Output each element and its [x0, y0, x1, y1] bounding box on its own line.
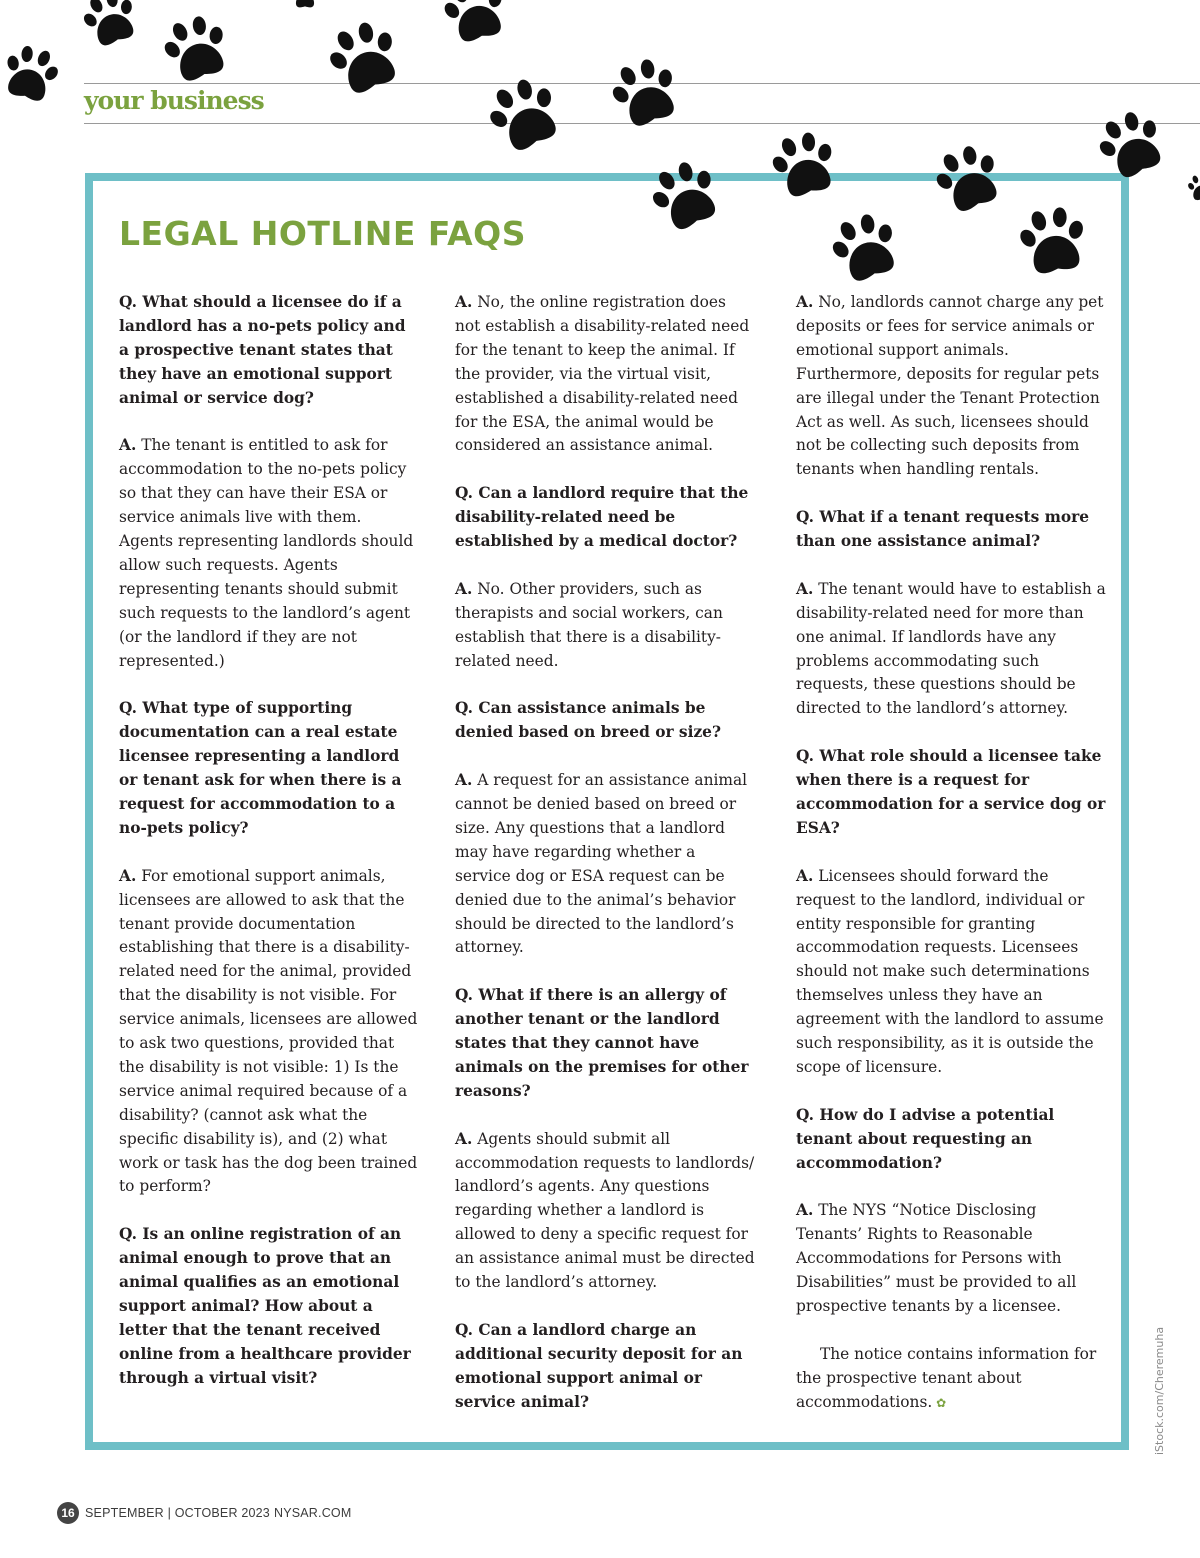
page-footer [57, 1502, 351, 1524]
issue-date: SEPTEMBER | OCTOBER 2023 [85, 1506, 270, 1520]
paw-print-icon [313, 6, 415, 108]
answer-text: The tenant is entitled to ask for accommodation to the no-pets policy so that they can have their ESA or service animals live with them. Agents representing landlords should allow such requests. Agents representing tenants should submit such requests to the landlord’s agent (or the landlord if they are not represented.) [119, 436, 414, 670]
answer-lead: A. [119, 436, 137, 455]
faq-question: Q. Is an online registration of an animal enough to prove that an animal qualifies as an emotional support animal? How about a letter that the tenant received online from a healthcare provider through a virtual visit? [119, 1225, 411, 1387]
paw-print-icon [1009, 196, 1097, 284]
faq-answer [455, 578, 755, 674]
paw-print-icon [1184, 170, 1200, 205]
answer-lead: A. [455, 293, 473, 311]
paw-print-icon [72, 0, 149, 56]
answer-lead: A. [119, 866, 137, 885]
answer-lead: A. [796, 1201, 814, 1220]
faq-question: Q. What if a tenant requests more than one assistance animal? [796, 508, 1090, 551]
faq-question: Q. What if there is an allergy of another tenant or the landlord states that they cannot have animals on the premises for other reasons? [455, 986, 749, 1100]
site-url: NYSAR.COM [273, 1506, 352, 1520]
answer-text: The tenant would have to establish a disability-related need for more than one animal. If landlords have any problems accommodating such requests, these questions should be directed to the landlord’s attorney. [796, 579, 1106, 718]
paw-print-icon [151, 3, 242, 94]
faq-answer [119, 434, 419, 673]
faq-question: Q. Can a landlord charge an additional security deposit for an emotional support animal or service animal? [455, 1320, 743, 1411]
faq-answer [796, 578, 1106, 721]
faq-answer [796, 1199, 1106, 1319]
faq-question: Q. Can assistance animals be denied based on breed or size? [455, 699, 721, 742]
answer-lead: A. [455, 771, 473, 790]
answer-lead: A. [796, 579, 814, 598]
end-mark-icon: ✿ [932, 1395, 947, 1410]
faq-answer [796, 291, 1106, 482]
answer-text: No, the online registration does not establish a disability-related need for the tenant to keep the animal. If the provider, via the virtual visit, established a disability-related need for the ESA, the animal would be considered an assistance animal. [455, 293, 750, 455]
photo-credit: iStock.com/Cheremuha [1153, 1326, 1166, 1455]
faq-column-2 [455, 291, 755, 1438]
paw-print-icon [0, 35, 69, 111]
paw-print-icon [432, 0, 518, 53]
paw-print-icon [598, 45, 693, 140]
answer-text: Agents should submit all accommodation requests to landlords/ landlord’s agents. Any questions regarding whether a landlord is allowed to deny a specific request for an assistance animal must be directed to the landlord’s attorney. [455, 1129, 755, 1292]
paw-print-icon [472, 62, 576, 166]
section-label: your business [84, 86, 264, 115]
answer-lead: A. [455, 1129, 473, 1148]
paw-print-icon [290, 0, 320, 10]
faq-question: Q. Can a landlord require that the disability-related need be established by a medical doctor? [455, 484, 749, 551]
faq-answer [796, 865, 1106, 1080]
answer-lead: A. [796, 866, 814, 885]
faq-column-3 [796, 291, 1106, 1439]
faq-answer [455, 769, 755, 960]
paragraph-text: The notice contains information for the prospective tenant about accommodations. [796, 1344, 1097, 1411]
answer-text: No. Other providers, such as therapists and social workers, can establish that there is a disability-related need. [455, 579, 723, 670]
faq-column-1 [119, 291, 419, 1415]
faq-question: Q. What type of supporting documentation can a real estate licensee representing a landlord or tenant ask for when there is a request for accommodation to a no-pets policy? [119, 699, 402, 837]
faq-question: Q. What role should a licensee take when there is a request for accommodation for a service dog or ESA? [796, 747, 1106, 837]
answer-text: A request for an assistance animal cannot be denied based on breed or size. Any questions that a landlord may have regarding whether a service dog or ESA request can be denied due to the animal’s behavior should be directed to the landlord’s attorney. [455, 771, 748, 957]
answer-lead: A. [455, 579, 473, 598]
answer-text: Licensees should forward the request to the landlord, individual or entity responsible for granting accommodation requests. Licensees should not make such determinations themselves unless they have an agreement with the landlord to assume such responsibility, as it is outside the scope of licensure. [796, 866, 1104, 1076]
answer-text: The NYS “Notice Disclosing Tenants’ Rights to Reasonable Accommodations for Persons with Disabilities” must be provided to all prospective tenants by a licensee. [796, 1201, 1077, 1315]
faq-answer [455, 1128, 755, 1295]
faq-question: Q. What should a licensee do if a landlord has a no-pets policy and a prospective tenant states that they have an emotional support animal or service dog? [119, 293, 406, 407]
page-number: 16 [57, 1502, 79, 1524]
answer-text: No, landlords cannot charge any pet deposits or fees for service animals or emotional support animals. Furthermore, deposits for regular pets are illegal under the Tenant Protection Act as well. As such, licensees should not be collecting such deposits from tenants when handling rentals. [796, 293, 1104, 479]
page-heading: LEGAL HOTLINE FAQS [119, 214, 526, 253]
faq-answer [119, 865, 419, 1200]
faq-answer [455, 291, 755, 458]
answer-text: For emotional support animals, licensees are allowed to ask that the tenant provide documentation establishing that there is a disability-related need for the animal, provided that the disability is not visible. For service animals, licensees are allowed to ask two questions, provided that the disability is not visible: 1) Is the service animal required because of a disability? (cannot ask what the specific disability is), and (2) what work or task has the dog been trained to perform? [119, 866, 418, 1196]
faq-paragraph [796, 1343, 1106, 1416]
faq-question: Q. How do I advise a potential tenant about requesting an accommodation? [796, 1105, 1055, 1172]
answer-lead: A. [796, 293, 814, 311]
